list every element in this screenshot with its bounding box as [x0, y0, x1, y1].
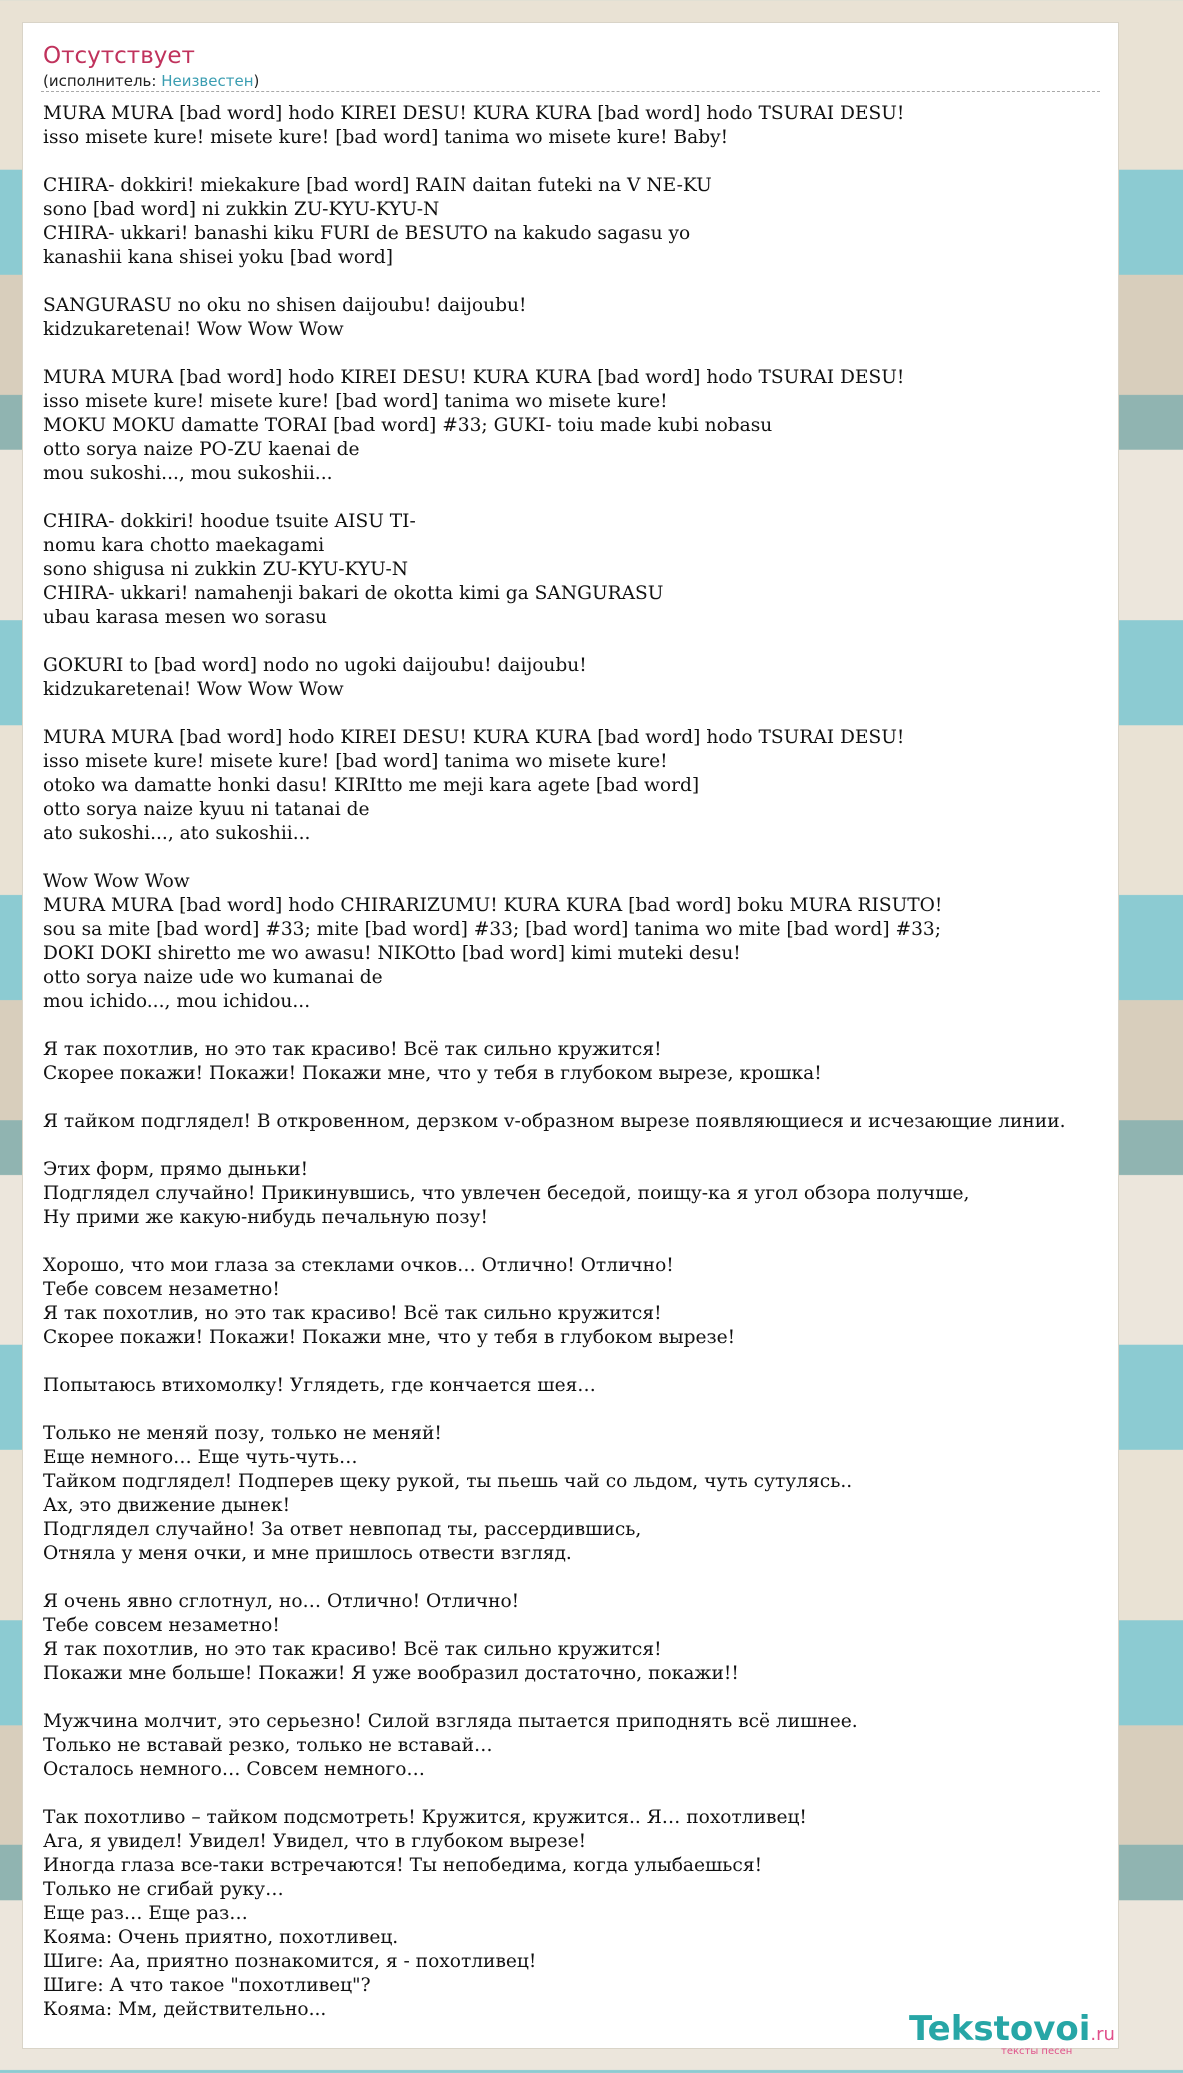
title-divider — [41, 91, 1100, 92]
stanza-break — [43, 1014, 1183, 1038]
logo-domain: .ru — [1090, 2024, 1115, 2045]
lyric-line: CHIRA- dokkiri! miekakure [bad word] RAIN daitan futeki na V NE-KU — [43, 175, 712, 196]
lyric-line: Я так похотлив, но это так красиво! Всё так сильно кружится! — [43, 1639, 662, 1660]
lyric-line: isso misete kure! misete kure! [bad word] tanima wo misete kure! Baby! — [43, 127, 729, 148]
lyric-line: Мужчина молчит, это серьезно! Силой взгляда пытается приподнять всё лишнее. — [43, 1711, 858, 1732]
artist-suffix: ) — [253, 72, 260, 90]
lyric-line: Так похотливо – тайком подсмотреть! Кружится, кружится.. Я… похотливец! — [43, 1807, 807, 1828]
stanza-break — [43, 846, 1183, 870]
lyric-line: Еще немного… Еще чуть-чуть… — [43, 1447, 358, 1468]
lyric-line: sou sa mite [bad word] #33; mite [bad word] #33; [bad word] tanima wo mite [bad word] #33; — [43, 919, 941, 940]
lyric-line: CHIRA- dokkiri! hoodue tsuite AISU TI- — [43, 511, 416, 532]
lyric-line: Скорее покажи! Покажи! Покажи мне, что у тебя в глубоком вырезе, крошка! — [43, 1063, 822, 1084]
lyric-line: MOKU MOKU damatte TORAI [bad word] #33; GUKI- toiu made kubi nobasu — [43, 415, 773, 436]
lyric-line: Тайком подглядел! Подперев щеку рукой, ты пьешь чай со льдом, чуть сутулясь.. — [43, 1471, 853, 1492]
lyric-line: kanashii kana shisei yoku [bad word] — [43, 247, 393, 268]
lyric-line: GOKURI to [bad word] nodo no ugoki daijoubu! daijoubu! — [43, 655, 587, 676]
stanza-break — [43, 270, 1183, 294]
lyric-line: otto sorya naize kyuu ni tatanai de — [43, 799, 370, 820]
lyric-line: DOKI DOKI shiretto me wo awasu! NIKOtto [bad word] kimi muteki desu! — [43, 943, 741, 964]
lyric-line: mou ichido..., mou ichidou... — [43, 991, 311, 1012]
lyric-line: Этих форм, прямо дыньки! — [43, 1159, 309, 1180]
lyric-line: Ну прими же какую-нибудь печальную позу! — [43, 1207, 488, 1228]
artist-prefix: (исполнитель: — [43, 72, 162, 90]
lyric-line: Попытаюсь втихомолку! Углядеть, где кончается шея… — [43, 1375, 596, 1396]
lyric-line: otto sorya naize ude wo kumanai de — [43, 967, 383, 988]
lyric-line: Покажи мне больше! Покажи! Я уже вообразил достаточно, покажи!! — [43, 1663, 739, 1684]
logo-wordmark: Tekstovoi — [909, 2009, 1091, 2049]
lyric-line: nomu kara chotto maekagami — [43, 535, 325, 556]
lyric-line: Отняла у меня очки, и мне пришлось отвести взгляд. — [43, 1543, 572, 1564]
stanza-break — [43, 630, 1183, 654]
lyric-line: sono shigusa ni zukkin ZU-KYU-KYU-N — [43, 559, 409, 580]
lyric-line: Я так похотлив, но это так красиво! Всё так сильно кружится! — [43, 1039, 662, 1060]
lyric-line: SANGURASU no oku no shisen daijoubu! daijoubu! — [43, 295, 527, 316]
lyric-line: Иногда глаза все-таки встречаются! Ты непобедима, когда улыбаешься! — [43, 1855, 763, 1876]
lyric-line: mou sukoshi..., mou sukoshii... — [43, 463, 333, 484]
lyric-line: Ах, это движение дынек! — [43, 1495, 291, 1516]
lyric-line: Осталось немного… Совсем немного… — [43, 1759, 426, 1780]
lyric-line: kidzukaretenai! Wow Wow Wow — [43, 679, 344, 700]
lyric-line: sono [bad word] ni zukkin ZU-KYU-KYU-N — [43, 199, 440, 220]
lyric-line: Тебе совсем незаметно! — [43, 1279, 280, 1300]
lyric-line: Кояма: Очень приятно, похотливец. — [43, 1927, 399, 1948]
stanza-break — [43, 1398, 1183, 1422]
lyric-line: otoko wa damatte honki dasu! KIRItto me meji kara agete [bad word] — [43, 775, 700, 796]
lyric-line: Хорошо, что мои глаза за стеклами очков… Отлично! Отлично! — [43, 1255, 674, 1276]
lyric-line: otto sorya naize PO-ZU kaenai de — [43, 439, 360, 460]
stanza-break — [43, 702, 1183, 726]
lyric-line: Кояма: Мм, действительно... — [43, 1999, 327, 2020]
lyric-line: Я так похотлив, но это так красиво! Всё так сильно кружится! — [43, 1303, 662, 1324]
lyric-line: MURA MURA [bad word] hodo KIREI DESU! KURA KURA [bad word] hodo TSURAI DESU! — [43, 367, 905, 388]
lyric-line: Только не вставай резко, только не вставай… — [43, 1735, 493, 1756]
lyric-line: Ага, я увидел! Увидел! Увидел, что в глубоком вырезе! — [43, 1831, 587, 1852]
lyric-line: Только не меняй позу, только не меняй! — [43, 1423, 442, 1444]
lyric-line: ato sukoshi..., ato sukoshii... — [43, 823, 311, 844]
lyric-line: Тебе совсем незаметно! — [43, 1615, 280, 1636]
lyric-line: CHIRA- ukkari! namahenji bakari de okotta kimi ga SANGURASU — [43, 583, 664, 604]
lyrics-text — [43, 102, 1183, 2022]
stanza-break — [43, 1230, 1183, 1254]
stanza-break — [43, 486, 1183, 510]
lyric-line: Шиге: Аа, приятно познакомится, я - похотливец! — [43, 1951, 537, 1972]
lyric-line: MURA MURA [bad word] hodo CHIRARIZUMU! KURA KURA [bad word] boku MURA RISUTO! — [43, 895, 943, 916]
stanza-break — [43, 1566, 1183, 1590]
lyric-line: Подглядел случайно! За ответ невпопад ты, рассердившись, — [43, 1519, 642, 1540]
lyric-line: isso misete kure! misete kure! [bad word] tanima wo misete kure! — [43, 751, 668, 772]
lyric-line: ubau karasa mesen wo sorasu — [43, 607, 328, 628]
lyric-line: MURA MURA [bad word] hodo KIREI DESU! KURA KURA [bad word] hodo TSURAI DESU! — [43, 727, 905, 748]
logo-tagline: тексты песен — [1001, 2046, 1073, 2057]
stanza-break — [43, 1686, 1183, 1710]
stanza-break — [43, 1134, 1183, 1158]
lyric-line: Wow Wow Wow — [43, 871, 190, 892]
lyric-line: Шиге: А что такое "похотливец"? — [43, 1975, 371, 1996]
stanza-break — [43, 342, 1183, 366]
lyric-line: Я очень явно сглотнул, но… Отлично! Отлично! — [43, 1591, 520, 1612]
stanza-break — [43, 150, 1183, 174]
song-card — [22, 22, 1119, 2057]
lyric-line: Подглядел случайно! Прикинувшись, что увлечен беседой, поищу-ка я угол обзора получше, — [43, 1183, 970, 1204]
lyric-line: isso misete kure! misete kure! [bad word] tanima wo misete kure! — [43, 391, 668, 412]
stanza-break — [43, 1350, 1183, 1374]
lyric-line: MURA MURA [bad word] hodo KIREI DESU! KURA KURA [bad word] hodo TSURAI DESU! — [43, 103, 905, 124]
lyric-line: CHIRA- ukkari! banashi kiku FURI de BESUTO na kakudo sagasu yo — [43, 223, 691, 244]
stanza-break — [43, 1782, 1183, 1806]
artist-line — [43, 71, 259, 91]
site-logo-link[interactable] — [909, 2008, 1115, 2064]
artist-link[interactable]: Неизвестен — [161, 72, 254, 90]
lyric-line: Скорее покажи! Покажи! Покажи мне, что у тебя в глубоком вырезе! — [43, 1327, 736, 1348]
lyric-line: Только не сгибай руку… — [43, 1879, 284, 1900]
lyric-line: kidzukaretenai! Wow Wow Wow — [43, 319, 344, 340]
lyric-line: Еще раз… Еще раз… — [43, 1903, 248, 1924]
stanza-break — [43, 1086, 1183, 1110]
lyric-line: Я тайком подглядел! В откровенном, дерзком v-образном вырезе появляющиеся и исчезающие линии. — [43, 1111, 1066, 1132]
song-title: Отсутствует — [43, 43, 195, 69]
